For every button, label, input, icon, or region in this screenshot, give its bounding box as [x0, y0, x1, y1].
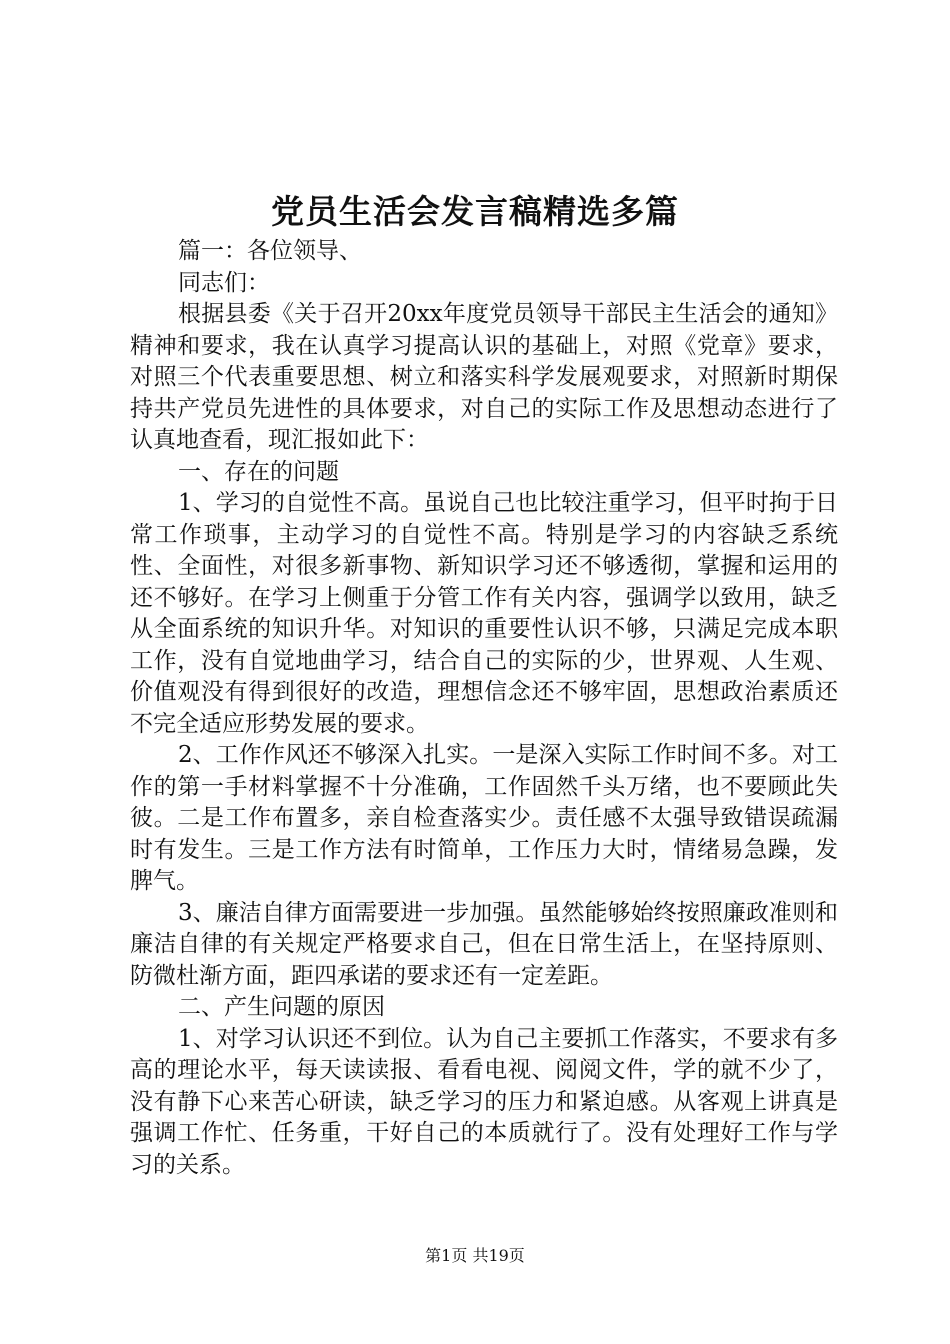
page-footer: 第1页 共19页	[425, 1246, 525, 1265]
paragraph: 同志们：	[178, 269, 270, 296]
paragraph: 3、廉洁自律方面需要进一步加强。虽然能够始终按照廉政准则和廉洁自律的有关规定严格要求自己，但在日常生活上，在坚持原则、防微杜渐方面，距四承诺的要求还有一定差距。	[130, 899, 838, 989]
paragraph: 1、对学习认识还不到位。认为自己主要抓工作落实，不要求有多高的理论水平，每天读读报、看看电视、阅阅文件，学的就不少了，没有静下心来苦心研读，缺乏学习的压力和紧迫感。从客观上讲真是强调工作忙、任务重，干好自己的本质就行了。没有处理好工作与学习的关系。	[130, 1025, 838, 1178]
section-heading: 一、存在的问题	[178, 458, 339, 485]
paragraph: 2、工作作风还不够深入扎实。一是深入实际工作时间不多。对工作的第一手材料掌握不十分准确，工作固然千头万绪，也不要顾此失彼。二是工作布置多，亲自检查落实少。责任感不太强导致错误疏漏时有发生。三是工作方法有时简单，工作压力大时，情绪易急躁，发脾气。	[130, 742, 838, 894]
paragraph: 根据县委《关于召开20xx年度党员领导干部民主生活会的通知》精神和要求，我在认真学习提高认识的基础上，对照《党章》要求，对照三个代表重要思想、树立和落实科学发展观要求，对照新时期保持共产党员先进性的具体要求，对自己的实际工作及思想动态进行了认真地查看，现汇报如此下：	[130, 301, 838, 453]
document-title: 党员生活会发言稿精选多篇	[271, 192, 679, 231]
section-heading: 二、产生问题的原因	[178, 994, 385, 1020]
paragraph: 1、学习的自觉性不高。虽说自己也比较注重学习，但平时拘于日常工作琐事，主动学习的自觉性不高。特别是学习的内容缺乏系统性、全面性，对很多新事物、新知识学习还不够透彻，掌握和运用的还不够好。在学习上侧重于分管工作有关内容，强调学以致用，缺乏从全面系统的知识升华。对知识的重要性认识不够，只满足完成本职工作，没有自觉地曲学习，结合自己的实际的少，世界观、人生观、价值观没有得到很好的改造，理想信念还不够牢固，思想政治素质还不完全适应形势发展的要求。	[130, 490, 838, 737]
paragraph: 篇一：各位领导、	[178, 238, 362, 264]
document-body	[130, 236, 838, 1181]
